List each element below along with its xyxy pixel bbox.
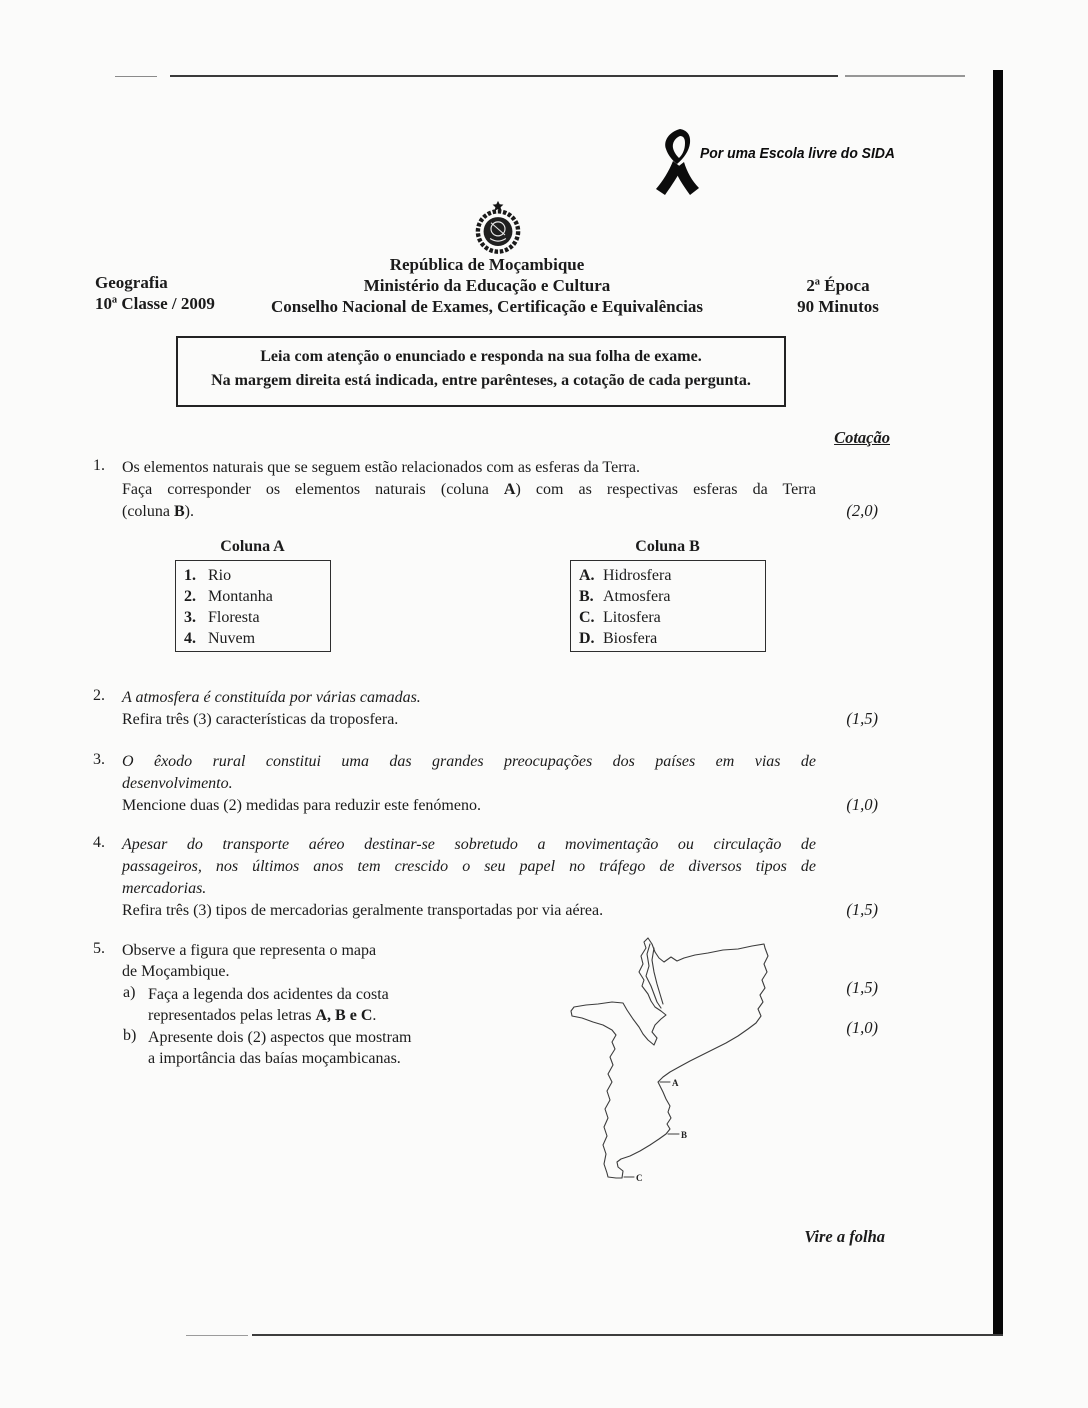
instructions-box [176,336,786,407]
question-4-text [122,834,816,922]
turn-page-note: Vire a folha [804,1227,885,1246]
exam-grade-year: 10ª Classe / 2009 [95,294,215,313]
scan-top-line [170,75,838,77]
question-5b-text: Apresente dois (2) aspectos que mostram a importância das baías moçambicanas. [148,1029,412,1067]
question-3-intro-line1: O êxodo rural constitui uma das grandes preocupações dos países em vias de [122,753,816,770]
header-republic: República de Moçambique [389,255,585,274]
question-4-intro-line1: Apesar do transporte aéreo destinar-se sobretudo a movimentação ou circulação de [122,836,816,853]
instructions-line1: Leia com atenção o enunciado e responda na sua folha de exame. [260,348,702,365]
question-2-intro: A atmosfera é constituída por várias camadas. [122,689,421,706]
question-1-text [122,457,816,523]
exam-subject: Geografia [95,273,168,292]
scan-edge-bar [993,70,1003,1336]
column-a-title: Coluna A [220,538,285,555]
question-3-number: 3. [93,751,105,768]
map-label-a: A [672,1078,679,1088]
question-1-score: (2,0) [846,501,878,520]
cotacao-column-header: Cotação [834,428,890,447]
table-row: 2. Montanha [184,588,273,605]
question-5b-score: (1,0) [846,1018,878,1037]
table-row: 1. Rio [184,567,232,584]
question-1-number: 1. [93,457,105,474]
question-5a-text: Faça a legenda dos acidentes da costa representados pelas letras A, B e C. [148,986,389,1024]
map-label-c: C [636,1173,643,1183]
header-council: Conselho Nacional de Exames, Certificação e Equivalências [270,297,704,316]
column-a-table [175,560,331,652]
question-3-score: (1,0) [846,795,878,814]
question-2-number: 2. [93,687,105,704]
question-1-line1: Os elementos naturais que se seguem estão relacionados com as esferas da Terra. [122,459,640,476]
question-1-line3: (coluna B). [122,503,194,520]
question-4-task: Refira três (3) tipos de mercadorias geralmente transportadas por via aérea. [122,902,604,919]
table-row: B. Atmosfera [579,588,671,605]
column-b-table [570,560,766,652]
campaign-slogan: Por uma Escola livre do SIDA [700,146,895,162]
question-4-score: (1,5) [846,900,878,919]
instructions-line2: Na margem direita está indicada, entre parênteses, a cotação de cada pergunta. [211,372,751,389]
scan-bottom-line [252,1334,1003,1336]
question-5a-score: (1,5) [846,978,878,997]
question-5-line1: Observe a figura que representa o mapa [122,942,377,959]
question-2-score: (1,5) [846,709,878,728]
question-5-line2: de Moçambique. [122,963,230,980]
table-row: A. Hidrosfera [579,567,672,584]
question-4-intro-line3: mercadorias. [122,880,207,897]
question-4-number: 4. [93,834,105,851]
question-5a-marker: a) [123,984,136,1001]
country-outline [571,938,768,1178]
mozambique-map [560,928,890,1213]
question-3-intro-line2: desenvolvimento. [122,775,233,792]
table-row: 4. Nuvem [184,630,256,647]
scan-top-line-segment [115,76,157,77]
table-row: D. Biosfera [579,630,658,647]
question-2-task: Refira três (3) características da troposfera. [122,711,399,728]
mozambique-emblem-icon [471,200,525,256]
question-5b-marker: b) [123,1027,137,1044]
aids-ribbon-icon [645,126,715,206]
map-label-b: B [681,1130,688,1140]
scan-top-line-segment [845,75,965,77]
question-5-number: 5. [93,940,105,957]
column-b-title: Coluna B [635,538,700,555]
question-4-intro-line2: passageiros, nos últimos anos tem crescido o seu papel no tráfego de diversos tipos de [122,858,816,875]
table-row: C. Litosfera [579,609,661,626]
scan-bottom-line-segment [186,1335,248,1336]
header-ministry: Ministério da Educação e Cultura [363,276,611,295]
question-5-text [122,940,462,982]
exam-epoch: 2ª Época [806,276,870,295]
table-row: 3. Floresta [184,609,260,626]
exam-duration: 90 Minutos [797,297,879,316]
question-3-task: Mencione duas (2) medidas para reduzir este fenómeno. [122,797,481,814]
question-2-text [122,687,816,731]
question-1-line2: Faça corresponder os elementos naturais (coluna A) com as respectivas esferas da Terra [122,481,816,498]
question-3-text [122,751,816,817]
